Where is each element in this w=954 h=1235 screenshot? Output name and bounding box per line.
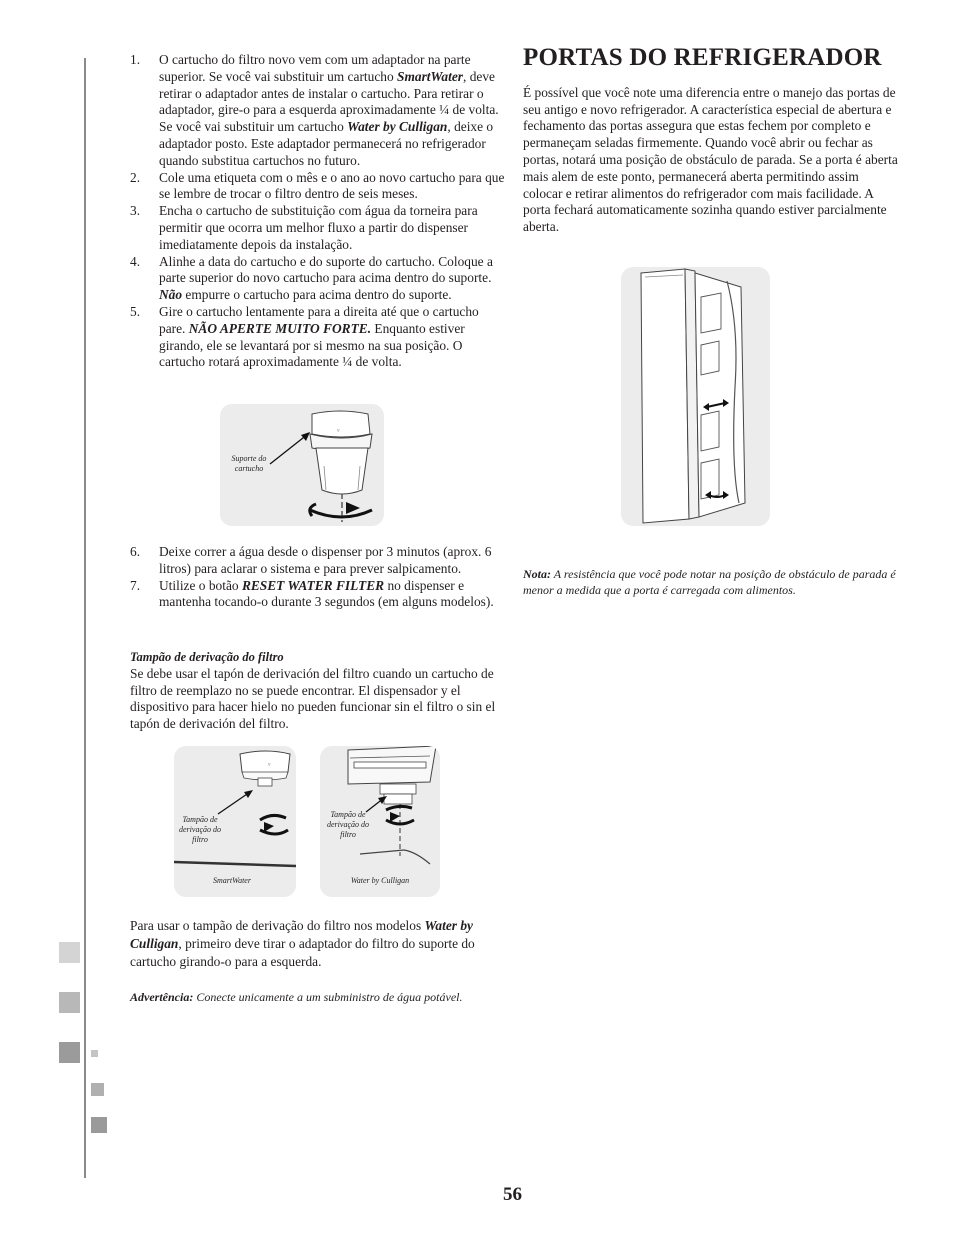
step-2: 2. Cole uma etiqueta com o mês e o ano ao novo cartucho para que se lembre de trocar o filtro dentro de seis meses. xyxy=(130,169,505,202)
margin-square-3 xyxy=(59,1042,80,1063)
doors-text: É possível que você note uma diferencia entre o manejo das portas de seu antigo e novo refrigerador. A característica especial de abertura e fechamento das portas assegura que estas fechem por completo e permaneçam seladas firmemente. Quando você abrir ou fechar as portas, notará uma posição de obstáculo de parada. Se a porta é aberta mais alem de este ponto, permanecerá aberta permitindo assim colocar e retirar alimentos do refrigerador com mais facilidade. A porta fechará automaticamente sozinha quando estiver parcialmente aberta. xyxy=(523,84,898,235)
door-illustration xyxy=(621,267,770,526)
figure-refrigerator-door xyxy=(621,267,770,526)
step-6: 6. Deixe correr a água desde o dispenser por 3 minutos (aprox. 6 litros) para aclarar o sistema e para prever salpicamento. xyxy=(130,544,492,576)
bypass-text: Se debe usar el tapón de derivación del filtro cuando un cartucho de filtro de reemplazo no se puede encontrar. El dispensador y el dispositivo para hacer hielo no pueden funcionar sin el filtro o sin el tapón de derivación del filtro. xyxy=(130,665,496,732)
step-4: 4. Alinhe a data do cartucho e do suporte do cartucho. Coloque a parte superior do novo cartucho para acima dentro do suporte. Não empurre o cartucho para acima dentro do suporte. xyxy=(130,253,493,303)
left-column-lower xyxy=(130,544,506,611)
warning xyxy=(130,989,506,1006)
steps-list-b xyxy=(130,544,506,611)
left-column xyxy=(130,52,506,371)
door-note xyxy=(523,566,899,598)
figure3-caption: Water by Culligan xyxy=(350,876,410,885)
margin-square-4 xyxy=(91,1050,98,1057)
figure3-label: Tampão de derivação do filtro xyxy=(327,810,369,839)
bypass-heading: Tampão de derivação do filtro xyxy=(130,650,284,664)
right-column xyxy=(523,44,899,236)
figure-smartwater-bypass xyxy=(174,746,296,897)
step-5: 5. Gire o cartucho lentamente para a direita até que o cartucho pare. NÃO APERTE MUITO FORTE. Enquanto estiver girando, ele se levantará por si mesmo na sua posição. O cartucho rotará aproximadamente ¼ de volta. xyxy=(130,303,479,370)
svg-text:▿: ▿ xyxy=(268,762,271,768)
culligan-note: Para usar o tampão de derivação do filtro nos modelos Water by Culligan, primeiro deve tirar o adaptador do filtro do suporte do cartucho girando-o para a esquerda. xyxy=(130,918,475,969)
steps-list-a xyxy=(130,52,506,371)
step-7: 7. Utilize o botão RESET WATER FILTER no dispenser e mantenha tocando-o durante 3 segundos (em alguns modelos). xyxy=(130,577,494,610)
figure1-label: Suporte do cartucho xyxy=(231,454,267,473)
note-label: Nota: xyxy=(523,567,551,581)
svg-text:▿: ▿ xyxy=(337,428,340,434)
figure-cartridge-holder xyxy=(220,404,384,526)
margin-square-1 xyxy=(59,942,80,963)
warning-text: Conecte unicamente a um subministro de água potável. xyxy=(193,990,463,1004)
step-1: 1. O cartucho do filtro novo vem com um adaptador na parte superior. Se você vai substituir um cartucho SmartWater, deve retirar o adaptador antes de instalar o cartucho. Para retirar o adaptador, gire-o para a esquerda aproximadamente ¼ de volta. Se você vai substituir um cartucho Water by Culligan, deixe o adaptador posto. Este adaptador permanecerá no refrigerador quando substitua cartuchos no futuro. xyxy=(130,52,499,168)
margin-square-5 xyxy=(91,1083,104,1096)
figure2-caption: SmartWater xyxy=(213,876,251,885)
warning-label: Advertência: xyxy=(130,990,194,1004)
figure2-label: Tampão de derivação do filtro xyxy=(179,815,221,844)
figure-culligan-bypass xyxy=(320,746,440,897)
margin-square-2 xyxy=(59,992,80,1013)
bypass-section xyxy=(130,649,506,733)
note-text: A resistência que você pode notar na posição de obstáculo de parada é menor a medida que a porta é carregada com alimentos. xyxy=(523,567,896,597)
step-3: 3. Encha o cartucho de substituição com água da torneira para permitir que ocorra um melhor fluxo a partir do dispenser imediatamente depois da instalação. xyxy=(130,203,478,252)
margin-square-6 xyxy=(91,1117,107,1133)
page-number: 56 xyxy=(503,1184,522,1205)
section-title: PORTAS DO REFRIGERADOR xyxy=(523,44,882,71)
margin-rule xyxy=(84,58,86,1178)
